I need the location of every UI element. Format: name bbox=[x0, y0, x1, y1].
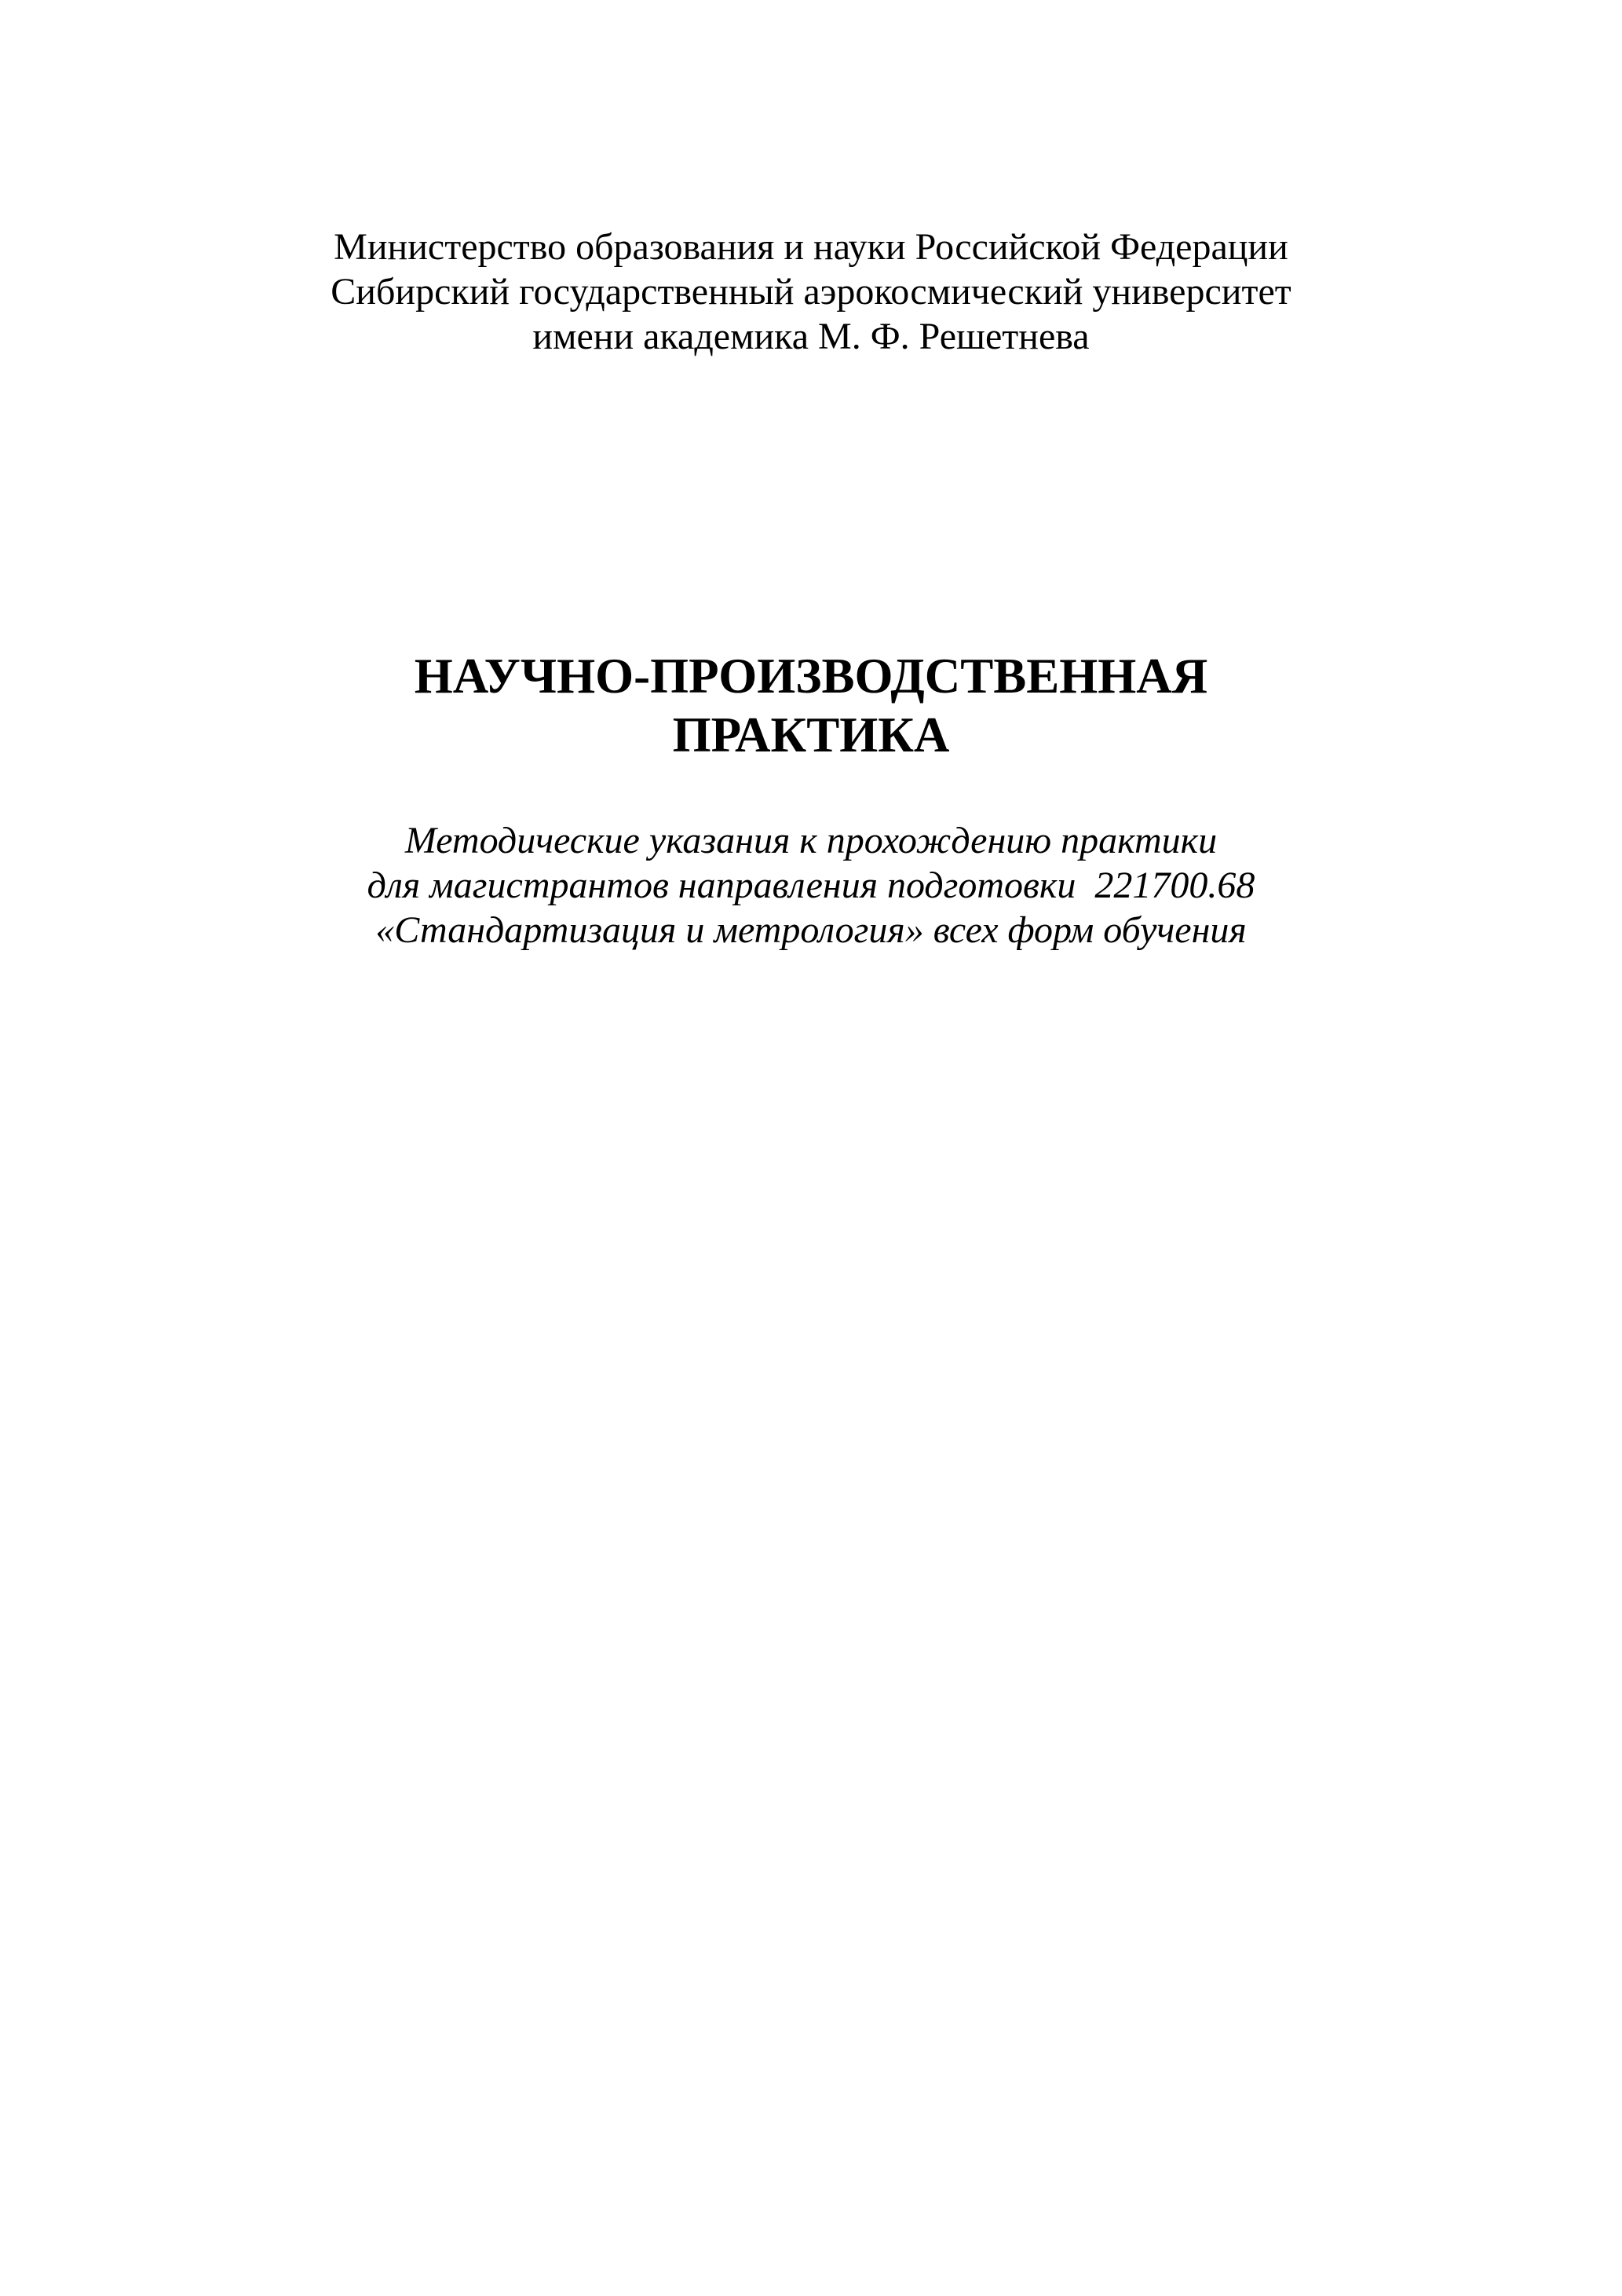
university-name: Сибирский государственный аэрокосмический университет bbox=[331, 271, 1291, 313]
university-named-after: имени академика М. Ф. Решетнева bbox=[532, 316, 1090, 357]
ministry-name: Министерство образования и науки Российской Федерации bbox=[334, 226, 1288, 268]
subtitle-line-1: Методические указания к прохождению практики bbox=[404, 820, 1218, 861]
title-line-2: ПРАКТИКА bbox=[672, 707, 950, 762]
document-title bbox=[0, 647, 1622, 765]
document-subtitle bbox=[0, 818, 1622, 952]
subtitle-line-3: «Стандартизация и метрология» всех форм обучения bbox=[375, 909, 1247, 951]
title-line-1: НАУЧНО-ПРОИЗВОДСТВЕННАЯ bbox=[414, 649, 1208, 704]
subtitle-line-2: для магистрантов направления подготовки 221700.68 bbox=[367, 865, 1255, 906]
institution-header bbox=[0, 225, 1622, 359]
